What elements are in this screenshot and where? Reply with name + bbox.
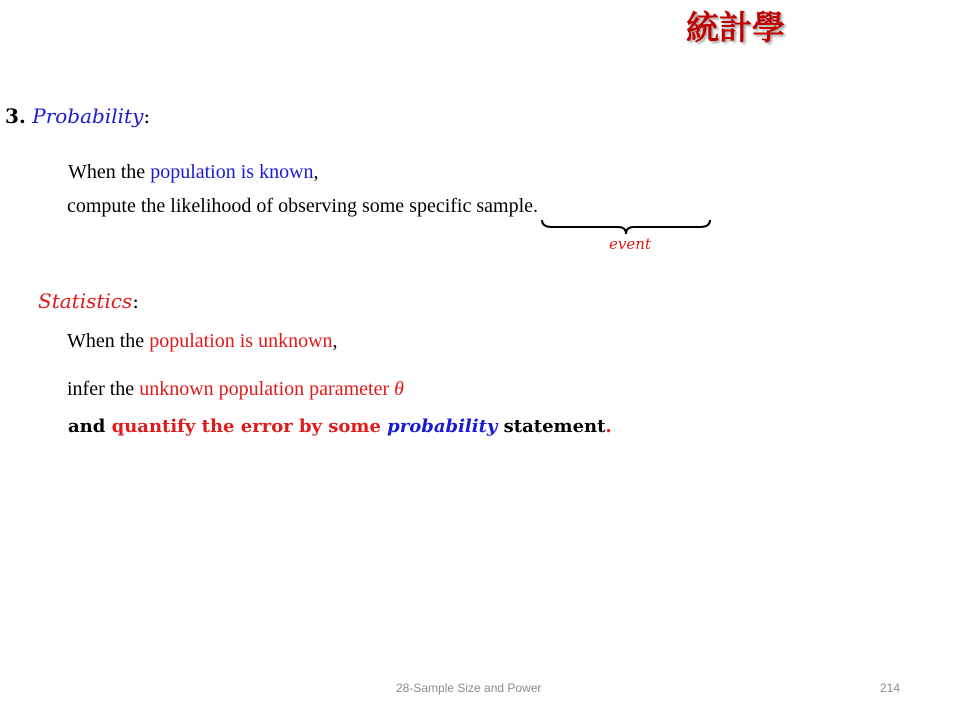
underbrace-icon [540,218,712,236]
slide-title: 統計學 [686,8,785,47]
statistics-line-2 [67,378,404,401]
unknown-parameter-text: unknown population parameter [139,378,395,400]
probability-line-1 [68,161,319,184]
statistics-line-3 [68,416,612,437]
text-segment: statement [497,416,606,437]
statistics-line-1 [67,330,338,353]
section-heading-probability [5,104,150,128]
footer-title: 28-Sample Size and Power [396,681,542,695]
event-label: event [609,235,651,253]
specific-sample-text: specific sample [409,195,534,217]
heading-colon: : [143,104,151,128]
text-segment: compute the likelihood of observing some [67,195,410,217]
probability-word: probability [387,416,498,437]
text-segment: . [533,195,539,217]
heading-colon: : [132,289,140,313]
section-heading-statistics [38,289,139,313]
population-known-text: population is known [150,161,314,183]
text-segment: , [332,330,338,352]
period: . [605,416,612,437]
statistics-label: Statistics [38,289,133,313]
text-segment: , [313,161,319,183]
text-segment: infer the [67,378,140,400]
text-segment: When the [67,330,150,352]
section-number: 3. [5,104,26,128]
population-unknown-text: population is unknown [149,330,333,352]
page-number: 214 [880,681,901,695]
theta-symbol: θ [394,378,404,400]
text-segment: When the [68,161,151,183]
quantify-error-text: quantify the error by some [111,416,388,437]
probability-label: Probability [32,104,144,128]
probability-line-2 [67,195,538,218]
text-segment: and [68,416,112,437]
